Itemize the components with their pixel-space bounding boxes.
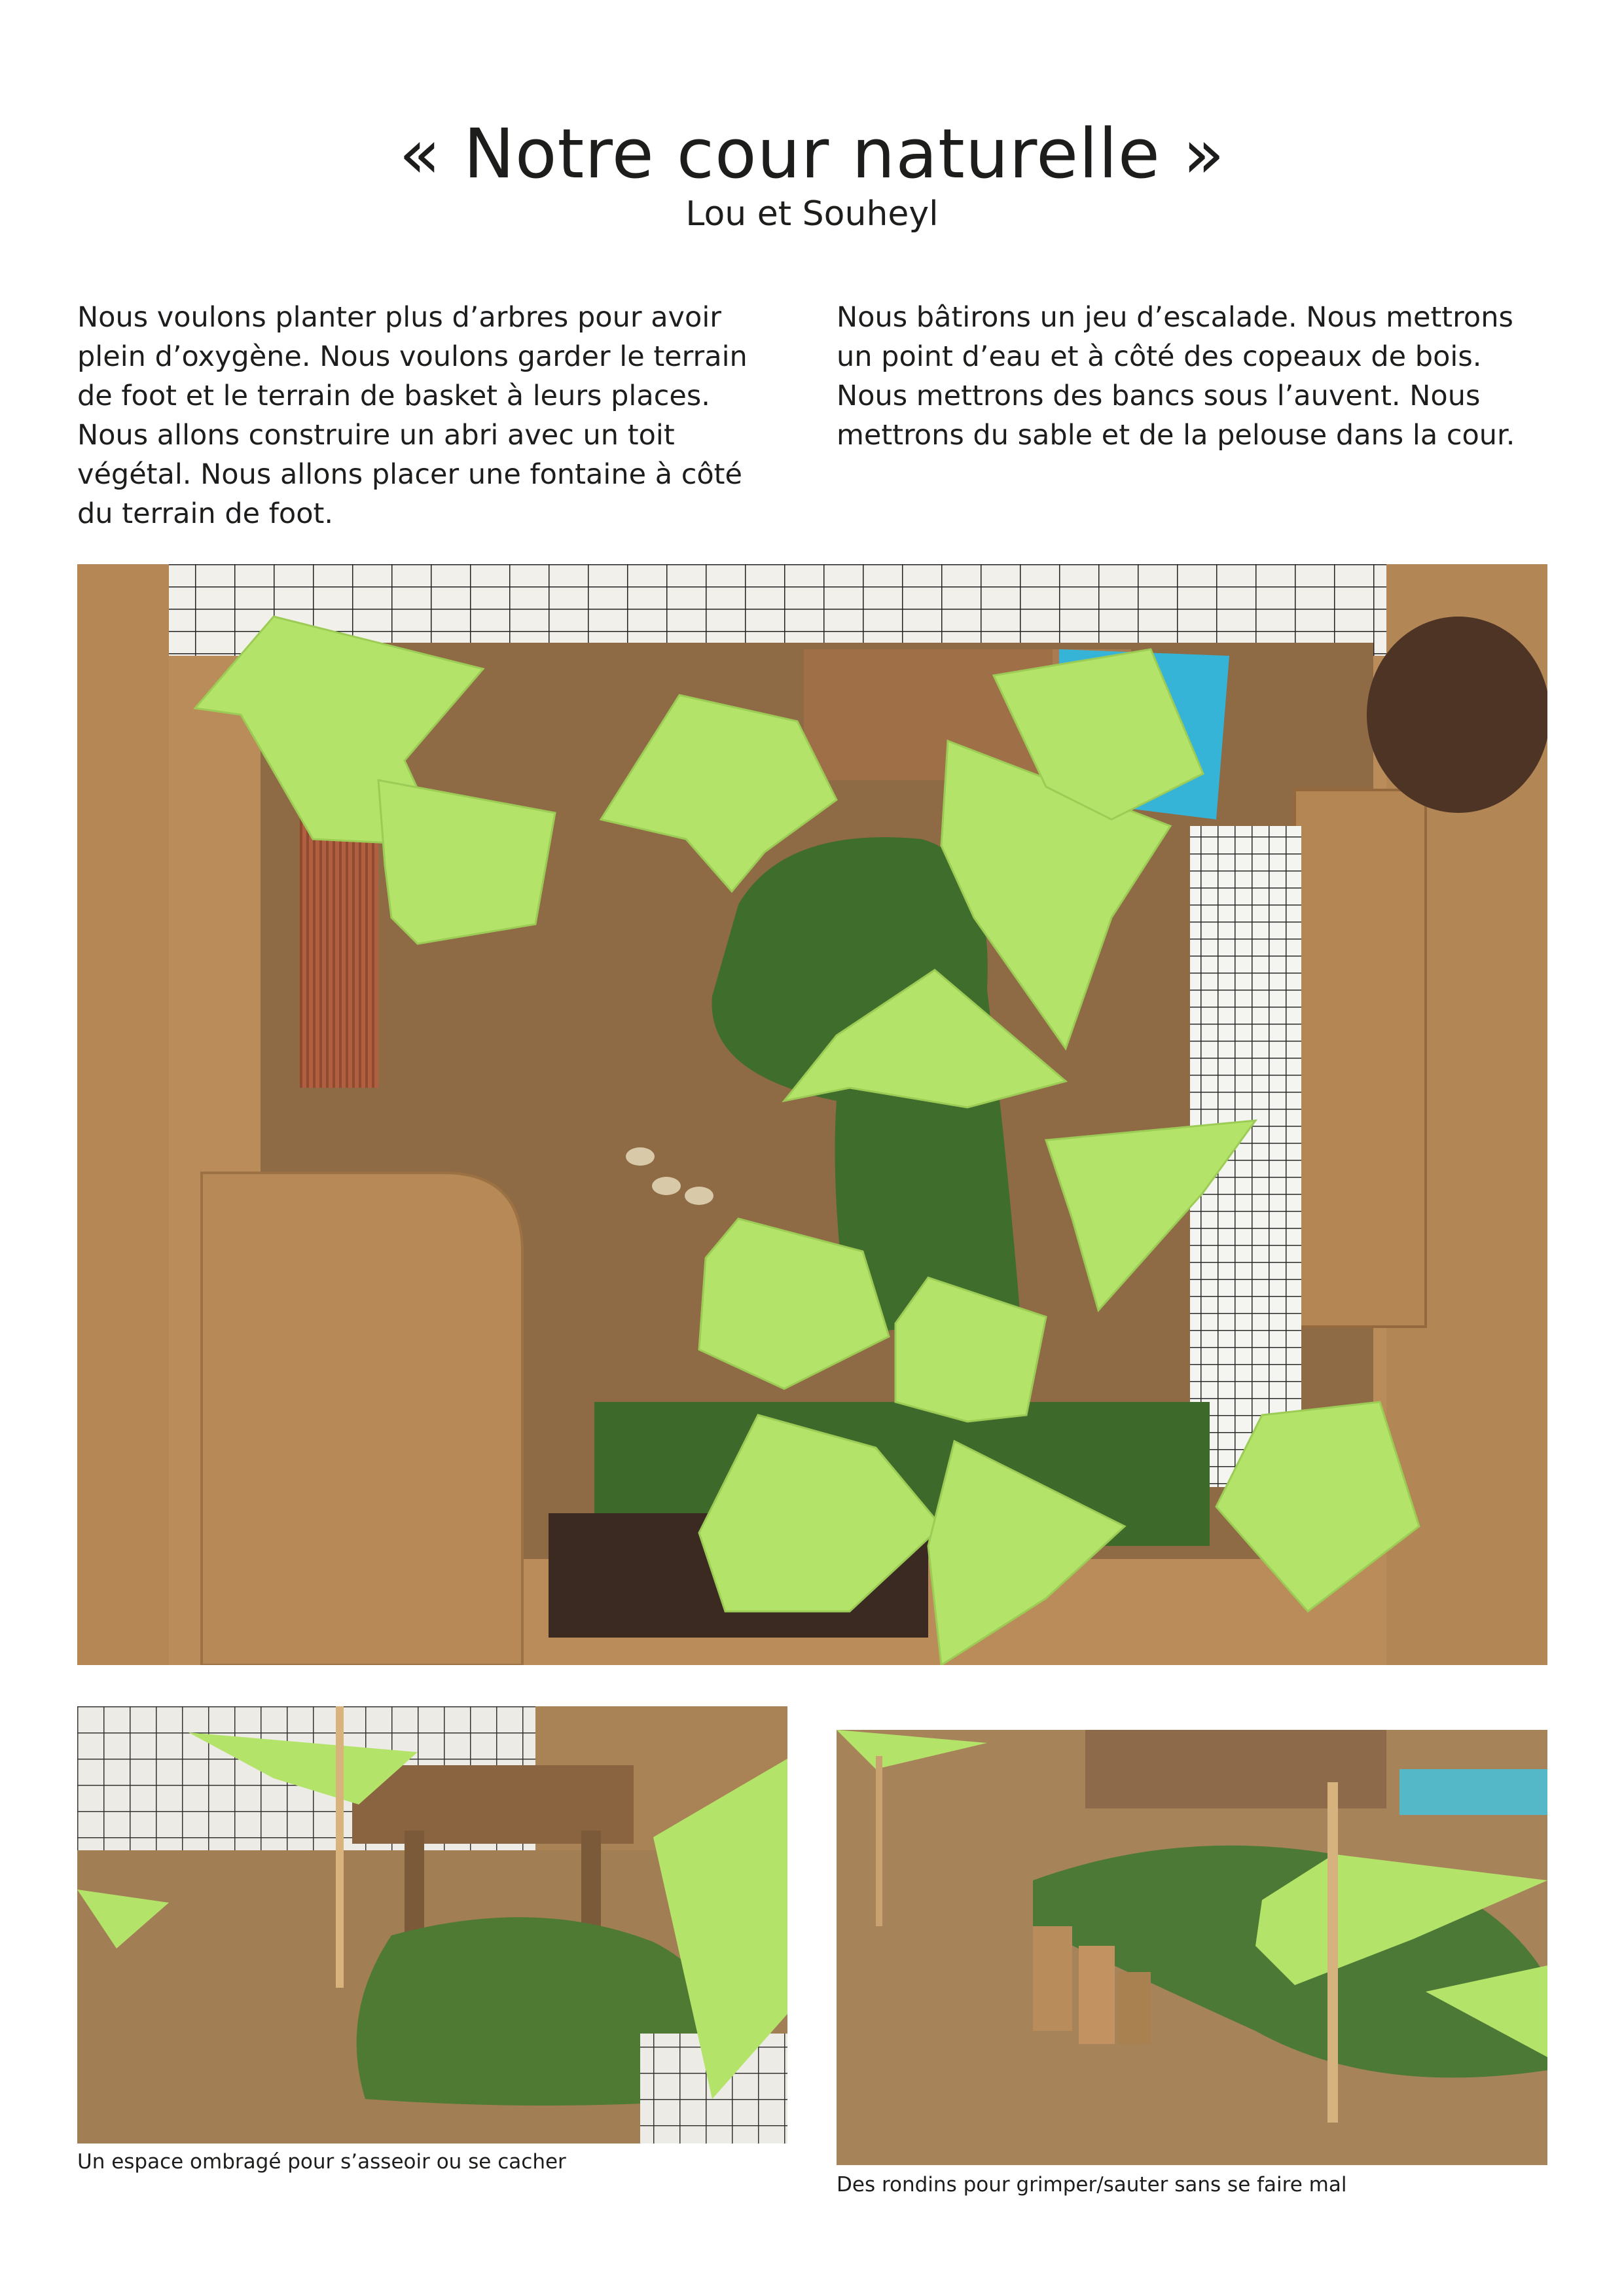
intro-text-right: Nous bâtirons un jeu d’escalade. Nous mettrons un point d’eau et à côté des copeaux de bois. Nous mettrons des bancs sous l’auvent. Nous mettrons du sable et de la pelouse dans la cour. (837, 301, 1515, 452)
page-title: « Notre cour naturelle » (399, 114, 1225, 194)
main-photo-model-courtyard (77, 564, 1547, 1665)
photo-climbing-logs (837, 1730, 1547, 2165)
photo-shaded-shelter (77, 1706, 787, 2144)
intro-text-left: Nous voulons planter plus d’arbres pour avoir plein d’oxygène. Nous voulons garder le terrain de foot et le terrain de basket à leurs places. Nous allons construire un abri avec un toit végétal. Nous allons placer une fontaine à côté du terrain de foot. (77, 301, 748, 530)
caption-climbing-logs: Des rondins pour grimper/sauter sans se faire mal (837, 2173, 1347, 2197)
caption-shaded-shelter: Un espace ombragé pour s’asseoir ou se cacher (77, 2150, 566, 2174)
page-authors: Lou et Souheyl (685, 194, 939, 234)
